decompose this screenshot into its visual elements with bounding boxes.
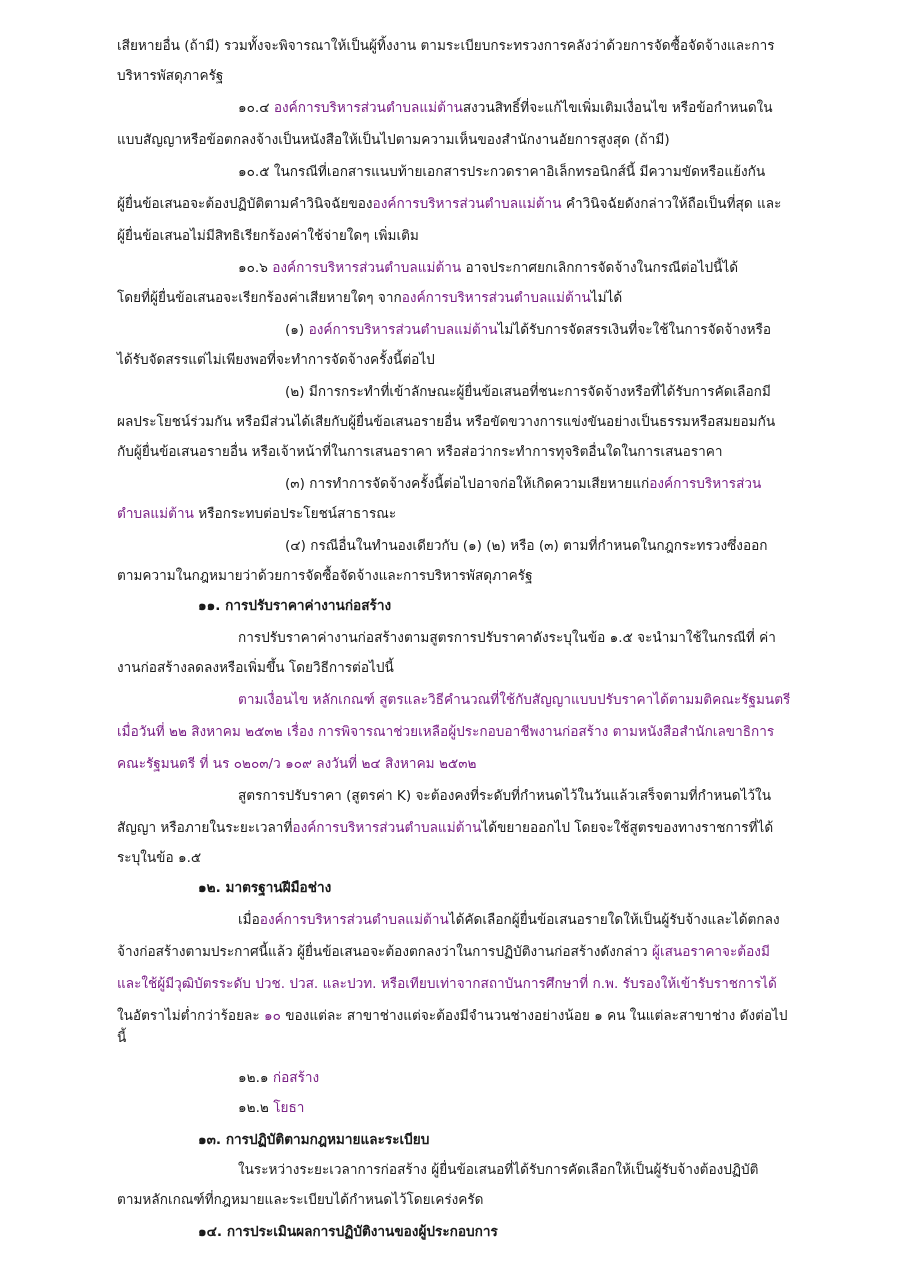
text-segment: ในอัตราไม่ต่ำกว่าร้อยละ bbox=[117, 1008, 264, 1024]
text-line bbox=[238, 785, 771, 807]
text-line bbox=[117, 287, 622, 309]
section-heading bbox=[198, 1221, 498, 1243]
text-segment: อาจประกาศยกเลิกการจัดจ้างในกรณีต่อไปนี้ได้ bbox=[461, 260, 739, 276]
text-segment: ได้คัดเลือกผู้ยื่นข้อเสนอรายใดให้เป็นผู้รับจ้างและได้ตกลง bbox=[448, 912, 780, 928]
highlighted-text: องค์การบริหารส่วนตำบลแม่ต้าน bbox=[308, 322, 498, 338]
text-line bbox=[285, 535, 768, 557]
section-heading bbox=[198, 1129, 429, 1151]
text-line bbox=[117, 721, 774, 743]
text-line bbox=[117, 1189, 484, 1211]
text-segment: สูตรการปรับราคา (สูตรค่า K) จะต้องคงที่ระดับที่กำหนดไว้ในวันแล้วเสร็จตามที่กำหนดไว้ใน bbox=[238, 788, 771, 804]
text-segment: การปรับราคาค่างานก่อสร้างตามสูตรการปรับราคาดังระบุในข้อ ๑.๕ จะนำมาใช้ในกรณีที่ ค่า bbox=[238, 630, 776, 646]
text-line bbox=[117, 349, 435, 371]
highlighted-text: องค์การบริหารส่วนตำบลแม่ต้าน bbox=[372, 196, 562, 212]
text-segment: ๑๔. การประเมินผลการปฏิบัติงานของผู้ประกอบการ bbox=[198, 1224, 498, 1240]
highlighted-text: องค์การบริหารส่วน bbox=[649, 476, 762, 492]
section-heading bbox=[198, 877, 331, 899]
text-segment: ๑๐.๖ bbox=[238, 260, 273, 276]
text-segment: ระบุในข้อ ๑.๕ bbox=[117, 850, 202, 866]
text-line bbox=[117, 817, 773, 839]
text-segment: แบบสัญญาหรือข้อตกลงจ้างเป็นหนังสือให้เป็นไปตามความเห็นของสำนักงานอัยการสูงสุด (ถ้ามี) bbox=[117, 132, 670, 148]
text-line bbox=[117, 225, 419, 247]
text-segment: ไม่ได้ bbox=[590, 290, 623, 306]
text-line bbox=[117, 1027, 126, 1049]
text-line bbox=[117, 1005, 788, 1027]
text-line bbox=[117, 65, 223, 87]
text-segment: ตามความในกฎหมายว่าด้วยการจัดซื้อจัดจ้างและการบริหารพัสดุภาครัฐ bbox=[117, 568, 533, 584]
highlighted-text: เมื่อวันที่ ๒๒ สิงหาคม ๒๕๓๒ เรื่อง การพิจารณาช่วยเหลือผู้ประกอบอาชีพงานก่อสร้าง ตามหนังสือสำนักเลขาธิการ bbox=[117, 724, 775, 740]
text-segment: เสียหายอื่น (ถ้ามี) รวมทั้งจะพิจารณาให้เป็นผู้ทิ้งงาน ตามระเบียบกระทรวงการคลังว่าด้วยการจัดซื้อจัดจ้างและการ bbox=[117, 38, 775, 54]
highlighted-text: ตำบลแม่ต้าน bbox=[117, 506, 194, 522]
text-line bbox=[117, 441, 723, 463]
text-line bbox=[285, 473, 761, 495]
text-segment: กับผู้ยื่นข้อเสนอรายอื่น หรือเจ้าหน้าที่ในการเสนอราคา หรือส่อว่ากระทำการทุจริตอื่นใดในการเสนอราคา bbox=[117, 444, 723, 460]
highlighted-text: ก่อสร้าง bbox=[272, 1070, 320, 1086]
text-line bbox=[117, 847, 201, 869]
text-segment: โดยที่ผู้ยื่นข้อเสนอจะเรียกร้องค่าเสียหายใดๆ จาก bbox=[117, 290, 402, 306]
text-line bbox=[117, 753, 476, 775]
text-segment: ในระหว่างระยะเวลาการก่อสร้าง ผู้ยื่นข้อเสนอที่ได้รับการคัดเลือกให้เป็นผู้รับจ้างต้องปฏิบัติ bbox=[238, 1162, 759, 1178]
text-segment: สงวนสิทธิ์ที่จะแก้ไขเพิ่มเติมเงื่อนไข หรือข้อกำหนดใน bbox=[462, 100, 773, 116]
text-segment: ตามหลักเกณฑ์ที่กฎหมายและระเบียบได้กำหนดไว้โดยเคร่งครัด bbox=[117, 1192, 484, 1208]
text-segment: (๓) การทำการจัดจ้างครั้งนี้ต่อไปอาจก่อให้เกิดความเสียหายแก่ bbox=[285, 476, 650, 492]
highlighted-text: ผู้เสนอราคาจะต้องมี bbox=[652, 944, 770, 960]
section-heading bbox=[198, 595, 391, 617]
text-line bbox=[117, 657, 394, 679]
text-segment: ๑๒.๑ bbox=[238, 1070, 273, 1086]
text-line bbox=[117, 973, 777, 995]
text-segment: ผู้ยื่นข้อเสนอไม่มีสิทธิเรียกร้องค่าใช้จ่ายใดๆ เพิ่มเติม bbox=[117, 228, 419, 244]
text-segment: ผู้ยื่นข้อเสนอจะต้องปฏิบัติตามคำวินิจฉัยของ bbox=[117, 196, 373, 212]
text-segment: ๑๐.๔ bbox=[238, 100, 274, 116]
text-segment: นี้ bbox=[117, 1030, 127, 1046]
highlighted-text: องค์การบริหารส่วนตำบลแม่ต้าน bbox=[292, 820, 482, 836]
text-segment: ๑๐.๕ ในกรณีที่เอกสารแนบท้ายเอกสารประกวดราคาอิเล็กทรอนิกส์นี้ มีความขัดหรือแย้งกัน bbox=[238, 164, 766, 180]
text-segment: เมื่อ bbox=[238, 912, 260, 928]
text-segment: ๑๒. มาตรฐานฝีมือช่าง bbox=[198, 880, 332, 896]
text-segment: สัญญา หรือภายในระยะเวลาที่ bbox=[117, 820, 293, 836]
highlighted-text: และใช้ผู้มีวุฒิบัตรระดับ ปวช. ปวส. และปวท. หรือเทียบเท่าจากสถาบันการศึกษาที่ ก.พ. รับรองให้เข้ารับราชการได้ bbox=[117, 976, 777, 992]
highlighted-text: องค์การบริหารส่วนตำบลแม่ต้าน bbox=[401, 290, 591, 306]
highlighted-text: องค์การบริหารส่วนตำบลแม่ต้าน bbox=[273, 100, 463, 116]
text-line bbox=[238, 1159, 759, 1181]
text-line bbox=[117, 129, 670, 151]
highlighted-text: ตามเงื่อนไข หลักเกณฑ์ สูตรและวิธีคำนวณที่ใช้กับสัญญาแบบปรับราคาได้ตามมติคณะรัฐมนตรี bbox=[238, 692, 791, 708]
text-line bbox=[285, 319, 771, 341]
highlighted-text: ๑๐ bbox=[264, 1008, 281, 1024]
highlighted-text: คณะรัฐมนตรี ที่ นร ๐๒๐๓/ว ๑๐๙ ลงวันที่ ๒๔ สิงหาคม ๒๕๓๒ bbox=[117, 756, 477, 772]
text-line bbox=[238, 97, 773, 119]
text-segment: หรือกระทบต่อประโยชน์สาธารณะ bbox=[193, 506, 397, 522]
text-line bbox=[238, 909, 780, 931]
text-segment: (๑) bbox=[285, 322, 309, 338]
text-segment: ได้รับจัดสรรแต่ไม่เพียงพอที่จะทำการจัดจ้างครั้งนี้ต่อไป bbox=[117, 352, 435, 368]
text-line bbox=[117, 35, 775, 57]
text-line bbox=[117, 941, 770, 963]
text-segment: ไม่ได้รับการจัดสรรเงินที่จะใช้ในการจัดจ้างหรือ bbox=[497, 322, 772, 338]
text-line bbox=[117, 565, 533, 587]
text-line bbox=[285, 381, 771, 403]
text-segment: ๑๓. การปฏิบัติตามกฎหมายและระเบียบ bbox=[198, 1132, 430, 1148]
text-segment: (๒) มีการกระทำที่เข้าลักษณะผู้ยื่นข้อเสนอที่ชนะการจัดจ้างหรือที่ได้รับการคัดเลือกมี bbox=[285, 384, 771, 400]
text-segment: จ้างก่อสร้างตามประกาศนี้แล้ว ผู้ยื่นข้อเสนอจะต้องตกลงว่าในการปฏิบัติงานก่อสร้างดังกล่าว bbox=[117, 944, 653, 960]
text-segment: ของแต่ละ สาขาช่างแต่จะต้องมีจำนวนช่างอย่างน้อย ๑ คน ในแต่ละสาขาช่าง ดังต่อไป bbox=[280, 1008, 788, 1024]
text-line bbox=[238, 161, 765, 183]
highlighted-text: องค์การบริหารส่วนตำบลแม่ต้าน bbox=[272, 260, 462, 276]
text-segment: ผลประโยชน์ร่วมกัน หรือมีส่วนได้เสียกับผู้ยื่นข้อเสนอรายอื่น หรือขัดขวางการแข่งขันอย่างเป็นธรรมหรือสมยอมกัน bbox=[117, 414, 776, 430]
text-segment: ๑๑. การปรับราคาค่างานก่อสร้าง bbox=[198, 598, 392, 614]
text-segment: บริหารพัสดุภาครัฐ bbox=[117, 68, 224, 84]
text-line bbox=[238, 1067, 319, 1089]
text-line bbox=[117, 503, 396, 525]
text-line bbox=[117, 411, 775, 433]
highlighted-text: องค์การบริหารส่วนตำบลแม่ต้าน bbox=[259, 912, 449, 928]
text-line bbox=[238, 1097, 304, 1119]
text-line bbox=[238, 257, 738, 279]
text-segment: ได้ขยายออกไป โดยจะใช้สูตรของทางราชการที่ได้ bbox=[481, 820, 774, 836]
text-segment: คำวินิจฉัยดังกล่าวให้ถือเป็นที่สุด และ bbox=[561, 196, 782, 212]
text-segment: ๑๒.๒ bbox=[238, 1100, 274, 1116]
text-line bbox=[238, 689, 790, 711]
text-segment: (๔) กรณีอื่นในทำนองเดียวกับ (๑) (๒) หรือ (๓) ตามที่กำหนดในกฎกระทรวงซึ่งออก bbox=[285, 538, 768, 554]
highlighted-text: โยธา bbox=[273, 1100, 305, 1116]
text-line bbox=[238, 627, 776, 649]
text-line bbox=[117, 193, 781, 215]
text-segment: งานก่อสร้างลดลงหรือเพิ่มขึ้น โดยวิธีการต่อไปนี้ bbox=[117, 660, 394, 676]
